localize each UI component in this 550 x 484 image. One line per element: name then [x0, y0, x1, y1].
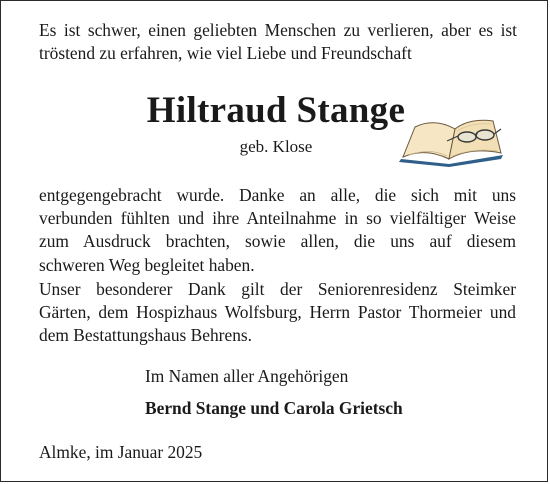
paragraph-line: entgegengebracht wurde. Danke an alle, die sich mit uns — [39, 185, 516, 205]
paragraph-line: schweren Weg begleitet haben. — [39, 254, 255, 275]
open-book-with-glasses-icon — [397, 115, 507, 167]
paragraph-line: dem Bestattungshaus Behrens. — [39, 325, 253, 346]
signature-names: Bernd Stange und Carola Grietsch — [145, 398, 403, 418]
intro-line-2: tröstend zu erfahren, wie viel Liebe und Freundschaft — [39, 43, 412, 63]
intro-line-1: Es ist schwer, einen geliebten Menschen zu verlieren, aber es ist — [39, 20, 517, 40]
deceased-name: Hiltraud Stange — [146, 90, 406, 131]
paragraph-line: Unser besonderer Dank gilt der Seniorenresidenz Steimker — [39, 279, 516, 299]
intro-text — [39, 19, 517, 65]
paragraph-line: zum Ausdruck brachten, sowie allen, die uns auf diesem — [39, 231, 516, 252]
place-and-date: Almke, im Januar 2025 — [39, 442, 203, 462]
thanks-paragraph-1 — [39, 184, 516, 277]
signature-intro: Im Namen aller Angehörigen — [145, 366, 349, 386]
maiden-name: geb. Klose — [239, 137, 313, 156]
paragraph-line: verbunden fühlten und ihre Anteilnahme in so vielfältiger Weise — [39, 208, 516, 229]
paragraph-line: Gärten, dem Hospizhaus Wolfsburg, Herrn Pastor Thormeier und — [39, 302, 516, 323]
thanks-paragraph-2 — [39, 278, 516, 348]
